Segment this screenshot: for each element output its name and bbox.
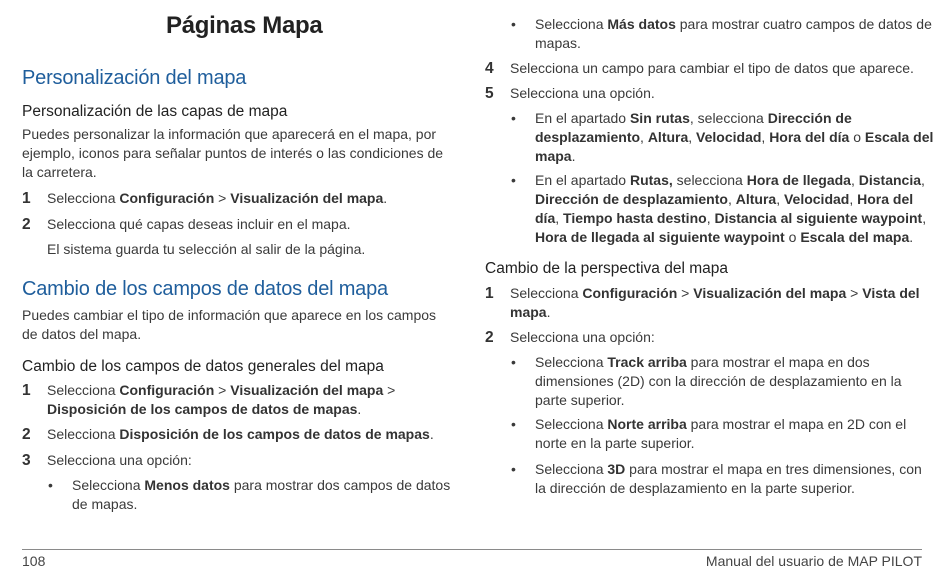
step-2-perspectiva: 2 Selecciona una opción: (485, 329, 655, 346)
bullet-icon: • (511, 354, 516, 370)
subsection-title-perspectiva: Cambio de la perspectiva del mapa (485, 260, 728, 277)
step-number: 3 (22, 452, 31, 469)
subsection-title-generales: Cambio de los campos de datos generales del mapa (22, 358, 384, 375)
subsection-generales (22, 358, 454, 376)
section-title-personalizacion: Personalización del mapa (22, 67, 247, 89)
page-title: Páginas Mapa (166, 12, 323, 39)
bullet-icon: • (511, 16, 516, 32)
bullet-icon: • (511, 461, 516, 477)
step-3-campos: 3 Selecciona una opción: (22, 452, 192, 469)
bullet-menos-datos: • Selecciona Menos datos para mostrar dos campos de datos de mapas. (48, 477, 451, 512)
bullet-icon: • (48, 477, 53, 493)
step-1-perspectiva: 1 Selecciona Configuración > Visualización del mapa > Vista del mapa. (485, 285, 920, 320)
step-number: 2 (22, 426, 31, 443)
step-5-campos: 5 Selecciona una opción. (485, 85, 655, 102)
step-number: 1 (485, 285, 494, 302)
step-number: 1 (22, 190, 31, 207)
step-4-campos: 4 Selecciona un campo para cambiar el tipo de datos que aparece. (485, 60, 914, 77)
bullet-icon: • (511, 416, 516, 432)
bullet-norte-arriba: • Selecciona Norte arriba para mostrar el mapa en 2D con el norte en la parte superior. (511, 416, 907, 451)
bullet-sin-rutas: • En el apartado Sin rutas, selecciona Dirección de desplazamiento, Altura, Velocidad, Hora del día o Escala del mapa. (511, 110, 934, 164)
intro-campos: Puedes cambiar el tipo de información que aparece en los campos de datos del mapa. (22, 307, 437, 342)
bullet-mas-datos: • Selecciona Más datos para mostrar cuatro campos de datos de mapas. (511, 16, 932, 51)
step-number: 4 (485, 60, 494, 77)
bullet-track-arriba: • Selecciona Track arriba para mostrar el mapa en dos dimensiones (2D) con la dirección de desplazamiento en la parte superior. (511, 354, 902, 408)
page-number: 108 (22, 553, 46, 569)
bullet-icon: • (511, 110, 516, 126)
intro-capas: Puedes personalizar la información que aparecerá en el mapa, por ejemplo, iconos para señalar puntos de interés o las condiciones de la carretera. (22, 126, 444, 180)
subsection-title-capas: Personalización de las capas de mapa (22, 103, 288, 120)
section-title-campos: Cambio de los campos de datos del mapa (22, 278, 388, 300)
note-guarda: El sistema guarda tu selección al salir de la página. (47, 241, 366, 257)
subsection-perspectiva (485, 260, 925, 278)
step-2-capas: 2 Selecciona qué capas deseas incluir en el mapa. (22, 216, 351, 233)
footer-divider (22, 549, 922, 550)
bullet-3d: • Selecciona 3D para mostrar el mapa en tres dimensiones, con la dirección de desplazamiento en la parte superior. (511, 461, 922, 496)
step-number: 1 (22, 382, 31, 399)
step-2-campos: 2 Selecciona Disposición de los campos de datos de mapas. (22, 426, 434, 443)
bullet-rutas: • En el apartado Rutas, selecciona Hora de llegada, Distancia, Dirección de desplazamiento, Altura, Velocidad, Hora del día, Tiempo hasta destino, Distancia al siguiente waypoint, Hora de llegada al siguiente waypoint o Escala del mapa. (511, 172, 927, 245)
section-personalizacion (22, 67, 454, 90)
subsection-capas (22, 103, 454, 182)
step-1-campos: 1 Selecciona Configuración > Visualización del mapa > Disposición de los campos de datos de mapas. (22, 382, 396, 417)
step-number: 2 (22, 216, 31, 233)
step-1-capas: 1 Selecciona Configuración > Visualización del mapa. (22, 190, 388, 207)
menu-visualizacion: Visualización del mapa (230, 190, 384, 206)
step-number: 2 (485, 329, 494, 346)
section-campos (22, 278, 454, 344)
manual-title: Manual del usuario de MAP PILOT (705, 553, 922, 569)
menu-configuracion: Configuración (119, 190, 215, 206)
step-number: 5 (485, 85, 494, 102)
bullet-icon: • (511, 172, 516, 188)
